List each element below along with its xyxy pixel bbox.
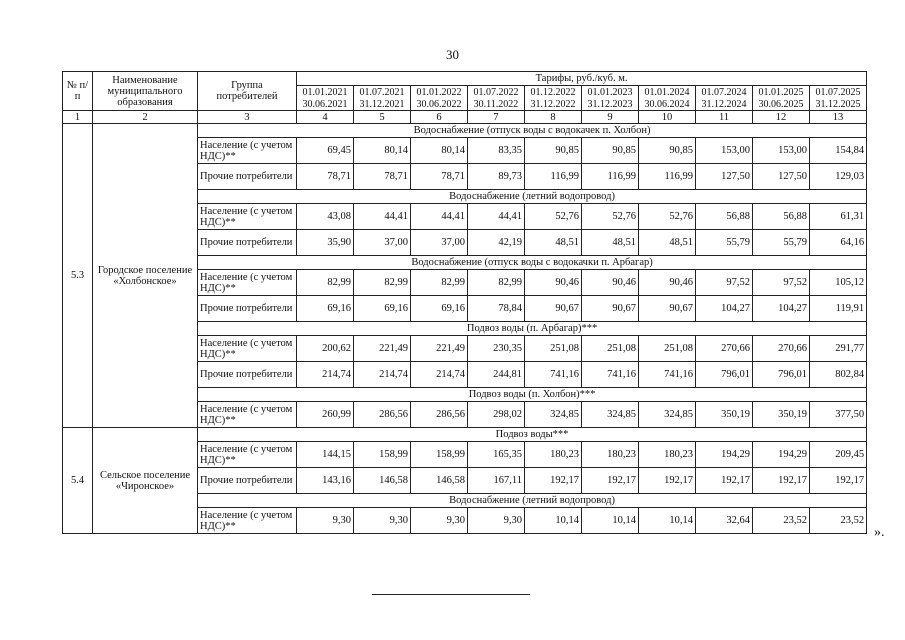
tariff-value: 153,00 xyxy=(696,138,753,164)
column-number-4: 4 xyxy=(297,111,354,124)
tariff-value: 90,67 xyxy=(525,296,582,322)
tariff-value: 78,71 xyxy=(354,164,411,190)
tariff-value: 214,74 xyxy=(297,362,354,388)
tariff-value: 69,16 xyxy=(411,296,468,322)
period-to-6: 31.12.2023 xyxy=(582,98,639,111)
tariff-value: 127,50 xyxy=(753,164,810,190)
tariff-value: 221,49 xyxy=(354,336,411,362)
tariff-value: 32,64 xyxy=(696,508,753,534)
tariff-value: 23,52 xyxy=(810,508,867,534)
tariff-value: 9,30 xyxy=(297,508,354,534)
tariff-value: 83,35 xyxy=(468,138,525,164)
tariff-value: 10,14 xyxy=(639,508,696,534)
tariff-value: 144,15 xyxy=(297,442,354,468)
tariff-value: 78,71 xyxy=(297,164,354,190)
column-number-7: 7 xyxy=(468,111,525,124)
section-title: Водоснабжение (отпуск воды с водокачек п. Холбон) xyxy=(198,124,867,138)
period-to-2: 31.12.2021 xyxy=(354,98,411,111)
tariff-value: 796,01 xyxy=(696,362,753,388)
tariff-value: 44,41 xyxy=(468,204,525,230)
tariff-value: 52,76 xyxy=(525,204,582,230)
period-to-5: 31.12.2022 xyxy=(525,98,582,111)
tariff-value: 55,79 xyxy=(696,230,753,256)
tariff-value: 82,99 xyxy=(297,270,354,296)
municipality-name: Городское поселение «Холбонское» xyxy=(93,124,198,428)
tariff-value: 23,52 xyxy=(753,508,810,534)
tariff-value: 286,56 xyxy=(354,402,411,428)
tariff-value: 10,14 xyxy=(525,508,582,534)
tariff-value: 146,58 xyxy=(354,468,411,494)
tariff-value: 90,85 xyxy=(639,138,696,164)
tariff-value: 116,99 xyxy=(582,164,639,190)
tariff-value: 194,29 xyxy=(753,442,810,468)
tariff-body xyxy=(63,124,867,534)
tariff-value: 214,74 xyxy=(411,362,468,388)
tariff-value: 82,99 xyxy=(354,270,411,296)
header-row-column-numbers xyxy=(63,111,867,124)
tariff-value: 158,99 xyxy=(411,442,468,468)
period-from-7: 01.01.2024 xyxy=(639,86,696,99)
section-title: Водоснабжение (летний водопровод) xyxy=(198,190,867,204)
header-municipality: Наименование муниципального образования xyxy=(93,72,198,111)
tariff-value: 82,99 xyxy=(468,270,525,296)
tariff-value: 260,99 xyxy=(297,402,354,428)
tariff-value: 78,71 xyxy=(411,164,468,190)
tariff-value: 324,85 xyxy=(582,402,639,428)
tariff-value: 69,45 xyxy=(297,138,354,164)
closing-quote: ». xyxy=(874,525,885,540)
period-from-10: 01.07.2025 xyxy=(810,86,867,99)
tariff-value: 42,19 xyxy=(468,230,525,256)
tariff-value: 35,90 xyxy=(297,230,354,256)
consumer-group: Население (с учетом НДС)** xyxy=(198,508,297,534)
section-title: Подвоз воды*** xyxy=(198,428,867,442)
header-consumer-group: Группа потребителей xyxy=(198,72,297,111)
column-number-10: 10 xyxy=(639,111,696,124)
section-title: Подвоз воды (п. Арбагар)*** xyxy=(198,322,867,336)
consumer-group: Прочие потребители xyxy=(198,230,297,256)
tariff-value: 251,08 xyxy=(582,336,639,362)
block-number: 5.3 xyxy=(63,124,93,428)
period-from-8: 01.07.2024 xyxy=(696,86,753,99)
consumer-group: Население (с учетом НДС)** xyxy=(198,402,297,428)
tariff-value: 298,02 xyxy=(468,402,525,428)
column-number-8: 8 xyxy=(525,111,582,124)
tariff-value: 52,76 xyxy=(582,204,639,230)
tariff-value: 214,74 xyxy=(354,362,411,388)
tariff-value: 741,16 xyxy=(582,362,639,388)
tariff-value: 230,35 xyxy=(468,336,525,362)
tariff-value: 9,30 xyxy=(468,508,525,534)
tariff-value: 143,16 xyxy=(297,468,354,494)
tariff-value: 192,17 xyxy=(696,468,753,494)
tariff-value: 78,84 xyxy=(468,296,525,322)
tariff-value: 55,79 xyxy=(753,230,810,256)
consumer-group: Прочие потребители xyxy=(198,362,297,388)
tariff-value: 90,46 xyxy=(525,270,582,296)
footnote-separator xyxy=(372,594,530,595)
tariff-value: 69,16 xyxy=(297,296,354,322)
tariff-value: 37,00 xyxy=(411,230,468,256)
tariff-value: 270,66 xyxy=(696,336,753,362)
consumer-group: Прочие потребители xyxy=(198,164,297,190)
tariff-value: 796,01 xyxy=(753,362,810,388)
tariff-value: 251,08 xyxy=(525,336,582,362)
consumer-group: Население (с учетом НДС)** xyxy=(198,336,297,362)
tariff-value: 158,99 xyxy=(354,442,411,468)
tariff-value: 200,62 xyxy=(297,336,354,362)
section-title: Водоснабжение (отпуск воды с водокачки п. Арбагар) xyxy=(198,256,867,270)
section-title: Водоснабжение (летний водопровод) xyxy=(198,494,867,508)
column-number-2: 2 xyxy=(93,111,198,124)
tariff-value: 52,76 xyxy=(639,204,696,230)
consumer-group: Прочие потребители xyxy=(198,468,297,494)
tariff-value: 64,16 xyxy=(810,230,867,256)
tariff-value: 116,99 xyxy=(639,164,696,190)
period-from-4: 01.07.2022 xyxy=(468,86,525,99)
tariff-value: 97,52 xyxy=(753,270,810,296)
tariff-value: 44,41 xyxy=(354,204,411,230)
tariff-value: 90,85 xyxy=(582,138,639,164)
tariff-value: 251,08 xyxy=(639,336,696,362)
column-number-9: 9 xyxy=(582,111,639,124)
consumer-group: Население (с учетом НДС)** xyxy=(198,138,297,164)
section-title: Подвоз воды (п. Холбон)*** xyxy=(198,388,867,402)
tariff-value: 324,85 xyxy=(639,402,696,428)
tariff-value: 97,52 xyxy=(696,270,753,296)
period-from-3: 01.01.2022 xyxy=(411,86,468,99)
tariff-value: 221,49 xyxy=(411,336,468,362)
tariff-value: 44,41 xyxy=(411,204,468,230)
tariff-value: 350,19 xyxy=(696,402,753,428)
tariff-value: 324,85 xyxy=(525,402,582,428)
period-to-7: 30.06.2024 xyxy=(639,98,696,111)
tariff-value: 192,17 xyxy=(582,468,639,494)
column-number-1: 1 xyxy=(63,111,93,124)
consumer-group: Население (с учетом НДС)** xyxy=(198,204,297,230)
tariff-value: 105,12 xyxy=(810,270,867,296)
tariff-value: 119,91 xyxy=(810,296,867,322)
tariff-value: 244,81 xyxy=(468,362,525,388)
tariff-value: 56,88 xyxy=(696,204,753,230)
tariff-value: 802,84 xyxy=(810,362,867,388)
period-from-6: 01.01.2023 xyxy=(582,86,639,99)
tariff-value: 90,67 xyxy=(639,296,696,322)
tariff-value: 104,27 xyxy=(753,296,810,322)
tariff-value: 104,27 xyxy=(696,296,753,322)
column-number-3: 3 xyxy=(198,111,297,124)
municipality-name: Сельское поселение «Чиронское» xyxy=(93,428,198,534)
tariff-value: 192,17 xyxy=(810,468,867,494)
period-from-9: 01.01.2025 xyxy=(753,86,810,99)
tariff-value: 90,85 xyxy=(525,138,582,164)
tariff-value: 89,73 xyxy=(468,164,525,190)
tariff-value: 37,00 xyxy=(354,230,411,256)
tariff-value: 291,77 xyxy=(810,336,867,362)
column-number-13: 13 xyxy=(810,111,867,124)
tariff-value: 180,23 xyxy=(525,442,582,468)
tariff-value: 192,17 xyxy=(753,468,810,494)
period-to-1: 30.06.2021 xyxy=(297,98,354,111)
tariff-value: 350,19 xyxy=(753,402,810,428)
tariff-value: 90,46 xyxy=(582,270,639,296)
column-number-6: 6 xyxy=(411,111,468,124)
tariff-value: 154,84 xyxy=(810,138,867,164)
tariff-value: 180,23 xyxy=(582,442,639,468)
section-row xyxy=(63,428,867,442)
tariff-value: 741,16 xyxy=(525,362,582,388)
column-number-12: 12 xyxy=(753,111,810,124)
tariff-table xyxy=(62,71,867,534)
tariff-value: 741,16 xyxy=(639,362,696,388)
tariff-value: 48,51 xyxy=(582,230,639,256)
tariff-value: 90,67 xyxy=(582,296,639,322)
header-row-main xyxy=(63,72,867,86)
tariff-value: 286,56 xyxy=(411,402,468,428)
tariff-value: 209,45 xyxy=(810,442,867,468)
tariff-value: 194,29 xyxy=(696,442,753,468)
tariff-value: 9,30 xyxy=(354,508,411,534)
period-to-10: 31.12.2025 xyxy=(810,98,867,111)
header-tariffs: Тарифы, руб./куб. м. xyxy=(297,72,867,86)
period-from-1: 01.01.2021 xyxy=(297,86,354,99)
period-from-2: 01.07.2021 xyxy=(354,86,411,99)
consumer-group: Население (с учетом НДС)** xyxy=(198,270,297,296)
tariff-value: 82,99 xyxy=(411,270,468,296)
tariff-value: 167,11 xyxy=(468,468,525,494)
consumer-group: Население (с учетом НДС)** xyxy=(198,442,297,468)
tariff-value: 10,14 xyxy=(582,508,639,534)
period-to-3: 30.06.2022 xyxy=(411,98,468,111)
consumer-group: Прочие потребители xyxy=(198,296,297,322)
section-row xyxy=(63,124,867,138)
tariff-value: 129,03 xyxy=(810,164,867,190)
tariff-value: 43,08 xyxy=(297,204,354,230)
tariff-value: 192,17 xyxy=(525,468,582,494)
tariff-value: 116,99 xyxy=(525,164,582,190)
tariff-value: 56,88 xyxy=(753,204,810,230)
block-number: 5.4 xyxy=(63,428,93,534)
tariff-value: 270,66 xyxy=(753,336,810,362)
page-number: 30 xyxy=(446,47,459,62)
period-to-4: 30.11.2022 xyxy=(468,98,525,111)
tariff-value: 69,16 xyxy=(354,296,411,322)
tariff-value: 48,51 xyxy=(525,230,582,256)
column-number-5: 5 xyxy=(354,111,411,124)
header-num: № п/п xyxy=(63,72,93,111)
tariff-value: 192,17 xyxy=(639,468,696,494)
tariff-value: 146,58 xyxy=(411,468,468,494)
period-to-9: 30.06.2025 xyxy=(753,98,810,111)
tariff-value: 180,23 xyxy=(639,442,696,468)
tariff-value: 48,51 xyxy=(639,230,696,256)
tariff-value: 127,50 xyxy=(696,164,753,190)
period-from-5: 01.12.2022 xyxy=(525,86,582,99)
period-to-8: 31.12.2024 xyxy=(696,98,753,111)
tariff-value: 80,14 xyxy=(411,138,468,164)
tariff-value: 377,50 xyxy=(810,402,867,428)
tariff-value: 9,30 xyxy=(411,508,468,534)
tariff-value: 153,00 xyxy=(753,138,810,164)
tariff-value: 61,31 xyxy=(810,204,867,230)
tariff-value: 90,46 xyxy=(639,270,696,296)
column-number-11: 11 xyxy=(696,111,753,124)
tariff-value: 165,35 xyxy=(468,442,525,468)
tariff-value: 80,14 xyxy=(354,138,411,164)
